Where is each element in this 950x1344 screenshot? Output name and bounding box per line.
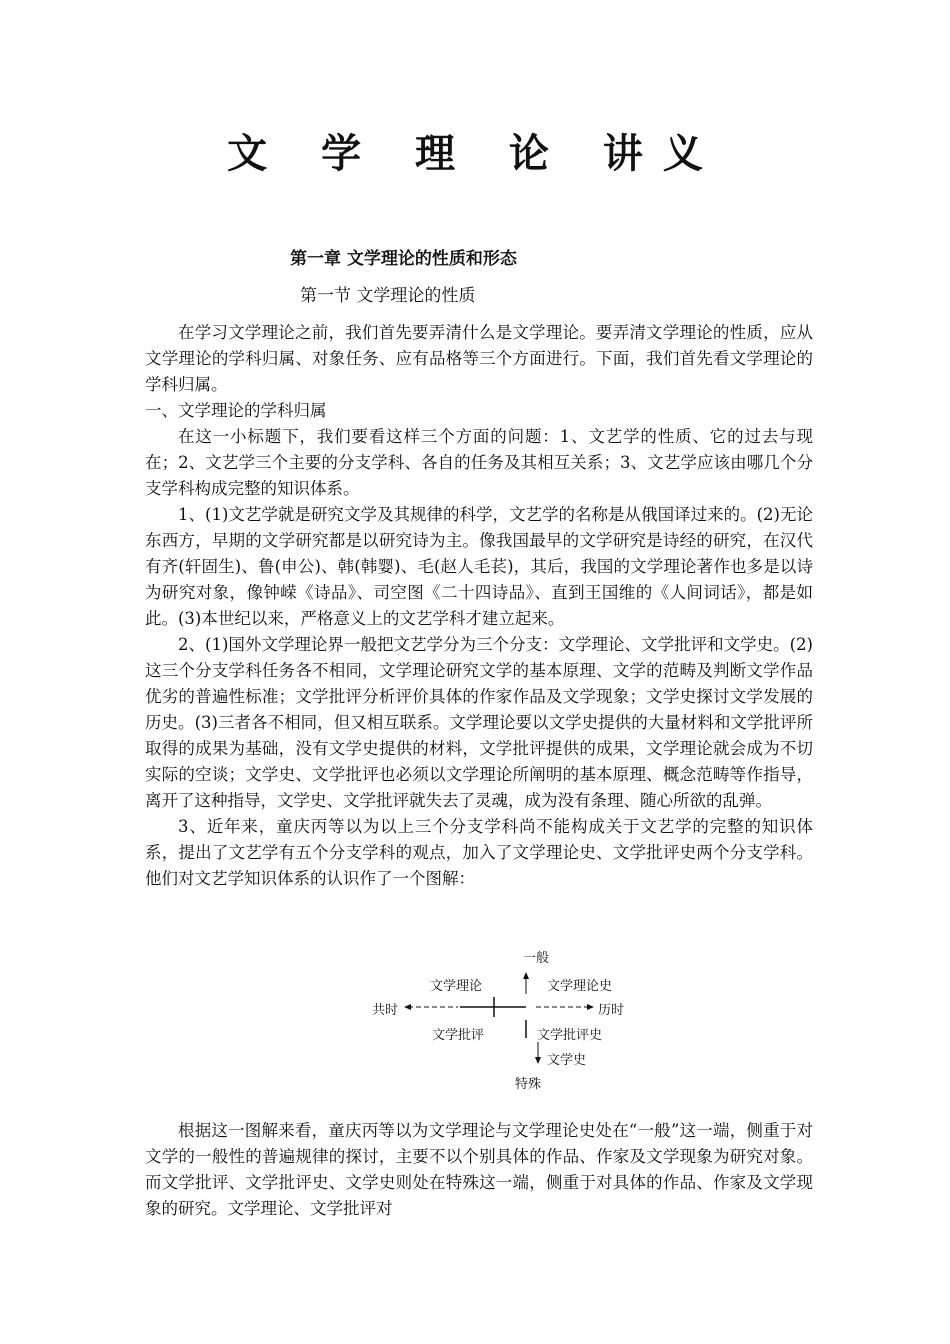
label-literary-theory-history: 文学理论史 [547,979,613,994]
arrow-left-head [404,1004,411,1010]
paragraph: 1、(1)文艺学就是研究文学及其规律的科学，文艺学的名称是从俄国译过来的。(2)无论东西方，早期的文学研究都是以研究诗为主。像我国最早的文学研究是诗经的研究，在汉代有齐(轩固生)、鲁(申公)、韩(韩婴)、毛(赵人毛苌)，其后，我国的文学理论著作也多是以诗为研究对象，像钟嵘《诗品》、司空图《二十四诗品》、直到王国维的《人间词话》，都是如此。(3)本世纪以来，严格意义上的文艺学科才建立起来。 [145,505,813,628]
label-literary-history: 文学史 [547,1053,587,1068]
body-text-bottom [145,1118,813,1222]
paragraph: 3、近年来，童庆丙等以为以上三个分支学科尚不能构成关于文艺学的完整的知识体系，提出了文艺学有五个分支学科的观点，加入了文学理论史、文学批评史两个分支学科。他们对文艺学知识体系的认识作了一个图解： [145,817,813,888]
section-heading: 第一节 文学理论的性质 [300,286,476,306]
paragraph: 根据这一图解来看，童庆丙等以为文学理论与文学理论史处在“一般”这一端，侧重于对文学的一般性的普遍规律的探讨，主要不以个别具体的作品、作家及文学现象为研究对象。而文学批评、文学批评史、文学史则处在特殊这一端，侧重于对具体的作品、作家及文学现象的研究。文学理论、文学批评对 [145,1121,813,1218]
body-text-top [145,320,813,892]
paragraph: 2、(1)国外文学理论界一般把文艺学分为三个分支：文学理论、文学批评和文学史。(2)这三个分支学科任务各不相同，文学理论研究文学的基本原理、文学的范畴及判断文学作品优劣的普遍性标准；文学批评分析评价具体的作家作品及文学现象；文学史探讨文学发展的历史。(3)三者各不相同，但又相互联系。文学理论要以文学史提供的大量材料和文学批评所取得的成果为基础，没有文学史提供的材料，文学批评提供的成果，文学理论就会成为不切实际的空谈；文学史、文学批评也必须以文学理论所阐明的基本原理、概念范畴等作指导，离开了这种指导，文学史、文学批评就失去了灵魂，成为没有条理、随心所欲的乱弹。 [145,635,813,810]
arrow-right-head [587,1004,594,1010]
label-literary-criticism-history: 文学批评史 [537,1028,603,1043]
paragraph: 在学习文学理论之前，我们首先要弄清什么是文学理论。要弄清文学理论的性质，应从文学理论的学科归属、对象任务、应有品格等三个方面进行。下面，我们首先看文学理论的学科归属。 [145,323,813,394]
paragraph: 在这一小标题下，我们要看这样三个方面的问题：1、文艺学的性质、它的过去与现在；2、文艺学三个主要的分支学科、各自的任务及其相互关系；3、文艺学应该由哪几个分支学科构成完整的知识体系。 [145,427,813,498]
label-literary-theory: 文学理论 [430,979,483,994]
label-literary-criticism: 文学批评 [432,1028,485,1043]
label-synchronic: 共时 [372,1003,399,1018]
arrow-down-head [535,1057,541,1064]
label-diachronic: 历时 [598,1003,625,1018]
label-general: 一般 [523,951,550,966]
subsection-heading: 一、文学理论的学科归属 [145,401,327,420]
document-title: 文 学 理 论 讲义 [227,130,723,177]
chapter-heading: 第一章 文学理论的性质和形态 [290,249,517,269]
arrow-up-head [523,972,529,979]
label-particular: 特殊 [515,1077,542,1092]
knowledge-system-diagram [360,942,660,1092]
